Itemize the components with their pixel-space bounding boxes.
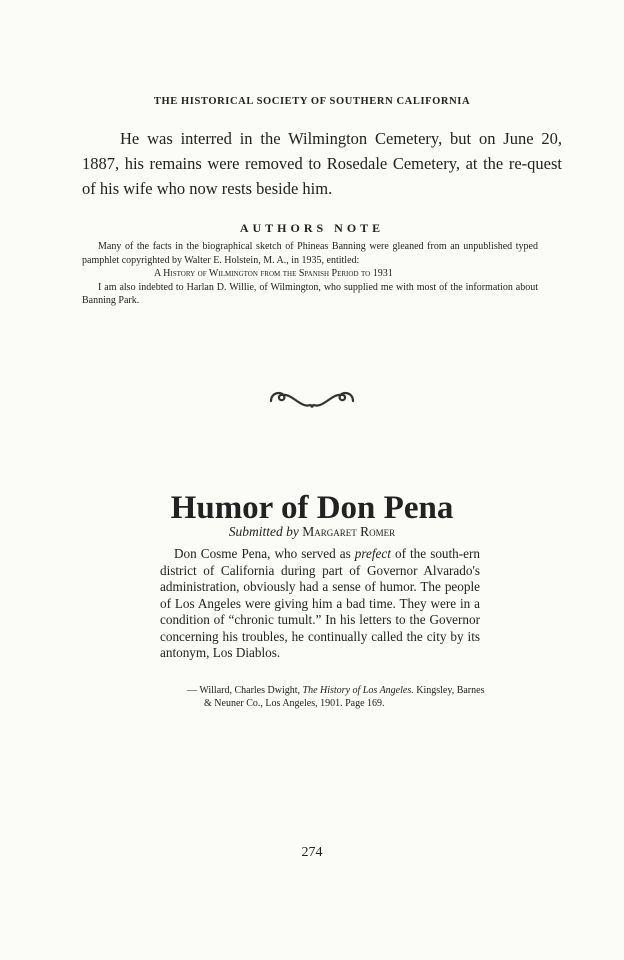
article-title: Humor of Don Pena (170, 490, 454, 526)
citation-book-title: The History of Los Angeles. (302, 685, 414, 696)
page-number: 274 (301, 845, 323, 860)
authors-note-paragraph-2: I am also indebted to Harlan D. Willie, of Wilmington, who supplied me with most of the information about Banning Park. (82, 281, 538, 307)
article-body-rest: of the south-ern district of California during part of Governor Alvarado's administration, obviously had a sense of humor. The people of Los Angeles were giving him a bad time. They were in a condition of “chronic tumult.” In his letters to the Governor concerning his troubles, he continually called the city by its antonym, Los Diablos. (160, 546, 481, 660)
byline (0, 524, 624, 540)
decorative-swash-ornament-icon (268, 384, 356, 412)
citation-prefix: — Willard, Charles Dwight, (187, 685, 303, 696)
pamphlet-title: A History of Wilmington from the Spanish Period to 1931 (154, 268, 393, 280)
running-head: THE HISTORICAL SOCIETY OF SOUTHERN CALIFORNIA (153, 96, 471, 107)
article-body-emphasis: prefect (354, 546, 391, 561)
byline-author: Margaret Romer (302, 524, 396, 539)
article-body (160, 546, 480, 662)
citation (187, 685, 494, 711)
authors-note-paragraph-1: Many of the facts in the biographical sketch of Phineas Banning were gleaned from an unpublished typed pamphlet copyrighted by Walter E. Holstein, M. A., in 1935, entitled: (82, 241, 538, 266)
authors-note-heading: AUTHORS NOTE (239, 221, 385, 235)
byline-prefix: Submitted by (228, 524, 299, 539)
article-body-start: Don Cosme Pena, who served as (174, 546, 355, 561)
authors-note-body (82, 240, 538, 308)
citation-rest: Kingsley, Barnes & Neuner Co., Los Angeles, 1901. Page 169. (204, 685, 485, 709)
intro-paragraph: He was interred in the Wilmington Cemetery, but on June 20, 1887, his remains were removed to Rosedale Cemetery, at the re-quest of his wife who now rests beside him. (82, 129, 562, 198)
